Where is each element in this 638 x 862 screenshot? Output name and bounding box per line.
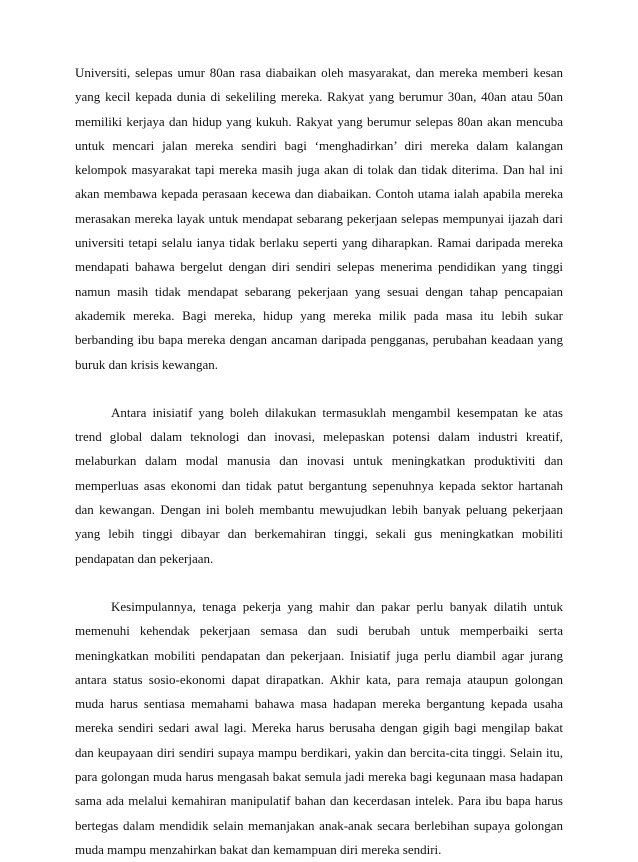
document-page [75,61,563,862]
paragraph-conclusion: Kesimpulannya, tenaga pekerja yang mahir dan pakar perlu banyak dilatih untuk memenuhi kehendak pekerjaan semasa dan sudi berubah untuk memperbaiki serta meningkatkan mobiliti pendapatan dan pekerjaan. Inisiatif juga perlu diambil agar jurang antara status sosio-ekonomi dapat dirapatkan. Akhir kata, para remaja ataupun golongan muda harus sentiasa memahami bahawa masa hadapan mereka bergantung kepada usaha mereka sendiri sedari awal lagi. Mereka harus berusaha dengan gigih bagi mengilap bakat dan keupayaan diri sendiri supaya mampu berdikari, yakin dan bercita-cita tinggi. Selain itu, para golongan muda harus mengasah bakat semula jadi mereka bagi kegunaan masa hadapan sama ada melalui kemahiran manipulatif bahan dan kecerdasan intelek. Para ibu bapa harus bertegas dalam mendidik selain memanjakan anak-anak secara berlebihan supaya golongan muda mampu menzahirkan bakat dan kemampuan diri mereka sendiri. [75,598,563,857]
paragraph-intro: Universiti, selepas umur 80an rasa diabaikan oleh masyarakat, dan mereka memberi kesan yang kecil kepada dunia di sekeliling mereka. Rakyat yang berumur 30an, 40an atau 50an memiliki kerjaya dan hidup yang kukuh. Rakyat yang berumur selepas 80an akan mencuba untuk mencari jalan mereka sendiri bagi ‘menghadirkan’ diri mereka dalam kalangan kelompok masyarakat tapi mereka masih juga akan di tolak dan tidak diterima. Dan hal ini akan membawa kepada perasaan kecewa dan diabaikan. Contoh utama ialah apabila mereka merasakan mereka layak untuk mendapat sebarang pekerjaan selepas mempunyai ijazah dari universiti tetapi selalu ianya tidak berlaku seperti yang diharapkan. Ramai daripada mereka mendapati bahawa bergelut dengan diri sendiri selepas menerima pendidikan yang tinggi namun masih tidak mendapat sebarang pekerjaan yang sesuai dengan tahap pencapaian akademik mereka. Bagi mereka, hidup yang mereka milik pada masa itu lebih sukar berbanding ibu bapa mereka dengan ancaman daripada pengganas, perubahan keadaan yang buruk dan krisis kewangan. [75,65,563,372]
paragraph-initiatives: Antara inisiatif yang boleh dilakukan termasuklah mengambil kesempatan ke atas trend global dalam teknologi dan inovasi, melepaskan potensi dalam industri kreatif, melaburkan dalam modal manusia dan inovasi untuk meningkatkan produktiviti dan memperluas asas ekonomi dan tidak patut bergantung sepenuhnya kepada sektor hartanah dan kewangan. Dengan ini boleh membantu mewujudkan lebih banyak peluang pekerjaan yang lebih tinggi dibayar dan berkemahiran tinggi, sekali gus meningkatkan mobiliti pendapatan dan pekerjaan. [75,404,563,566]
paragraph-spacer [75,571,563,595]
paragraph-spacer [75,377,563,401]
